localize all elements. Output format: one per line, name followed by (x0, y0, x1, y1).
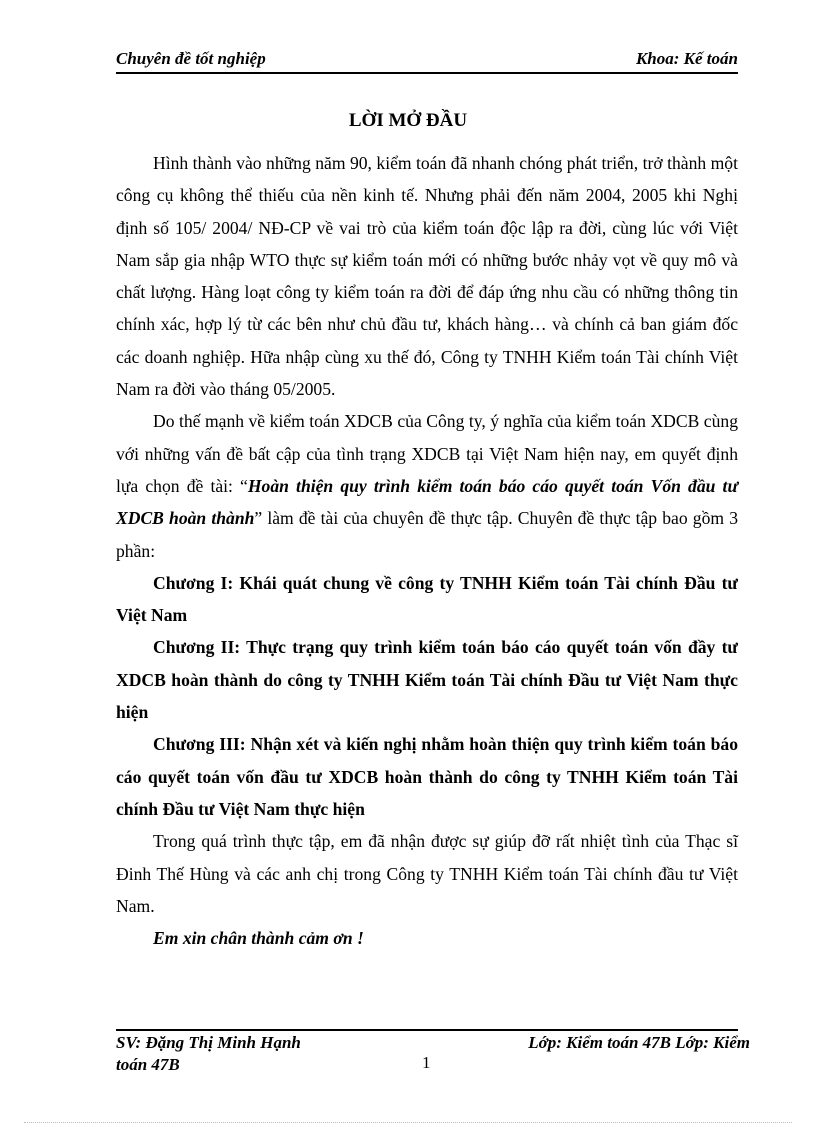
page-number: 1 (422, 1053, 431, 1072)
page-header (116, 46, 738, 74)
footer-divider (116, 1029, 738, 1031)
page-footer (116, 1033, 750, 1083)
thanks-line: Em xin chân thành cảm ơn ! (153, 928, 364, 949)
paragraph-acknowledgement: Trong quá trình thực tập, em đã nhận được sự giúp đỡ rất nhiệt tình của Thạc sĩ Đinh Thế Hùng và các anh chị trong Công ty TNHH Kiểm toán Tài chính đầu tư Việt Nam. (116, 831, 738, 916)
paragraph-topic (116, 405, 738, 566)
document-body (116, 147, 738, 954)
paragraph-intro: Hình thành vào những năm 90, kiểm toán đã nhanh chóng phát triển, trở thành một công cụ không thể thiếu của nền kinh tế. Nhưng phải đến năm 2004, 2005 khi Nghị định số 105/ 2004/ NĐ-CP về vai trò của kiểm toán độc lập ra đời, cùng lúc với Việt Nam sắp gia nhập WTO thực sự kiểm toán mới có những bước nhảy vọt về quy mô và chất lượng. Hàng loạt công ty kiểm toán ra đời để đáp ứng nhu cầu có những thông tin chính xác, hợp lý từ các bên như chủ đầu tư, khách hàng… và chính cả ban giám đốc các doanh nghiệp. Hữa nhập cùng xu thế đó, Công ty TNHH Kiểm toán Tài chính Việt Nam ra đời vào tháng 05/2005. (116, 153, 738, 400)
header-right-text: Khoa: Kế toán (635, 49, 738, 68)
topic-title: Hoàn thiện quy trình kiểm toán báo cáo quyết toán Vốn đầu tư XDCB hoàn thành (116, 475, 738, 529)
topic-tail-text: ” làm đề tài của chuyên đề thực tập. Chuyên đề thực tập bao gồm 3 phần: (116, 508, 738, 561)
footer-student-name: SV: Đặng Thị Minh Hạnh (116, 1033, 301, 1052)
page-title: LỜI MỞ ĐẦU (348, 110, 468, 131)
chapter-1: Chương I: Khái quát chung về công ty TNHH Kiểm toán Tài chính Đầu tư Việt Nam (116, 572, 738, 626)
topic-lead-text: Do thế mạnh về kiểm toán XDCB của Công ty, ý nghĩa của kiểm toán XDCB cùng với những vấn đề bất cập của tình trạng XDCB tại Việt Nam hiện nay, em quyết định lựa chọn đề tài: “ (116, 411, 738, 496)
chapter-3: Chương III: Nhận xét và kiến nghị nhằm hoàn thiện quy trình kiểm toán báo cáo quyết toán vốn đầu tư XDCB hoàn thành do công ty TNHH Kiểm toán Tài chính Đầu tư Việt Nam thực hiện (116, 734, 738, 819)
header-left-text: Chuyên đề tốt nghiệp (116, 49, 266, 68)
footer-student-name-cont: toán 47B (116, 1055, 180, 1074)
chapter-2: Chương II: Thực trạng quy trình kiểm toán báo cáo quyết toán vốn đầy tư XDCB hoàn thành do công ty TNHH Kiểm toán Tài chính Đầu tư Việt Nam thực hiện (116, 637, 738, 723)
footer-class: Lớp: Kiểm toán 47B Lớp: Kiểm (528, 1033, 750, 1052)
